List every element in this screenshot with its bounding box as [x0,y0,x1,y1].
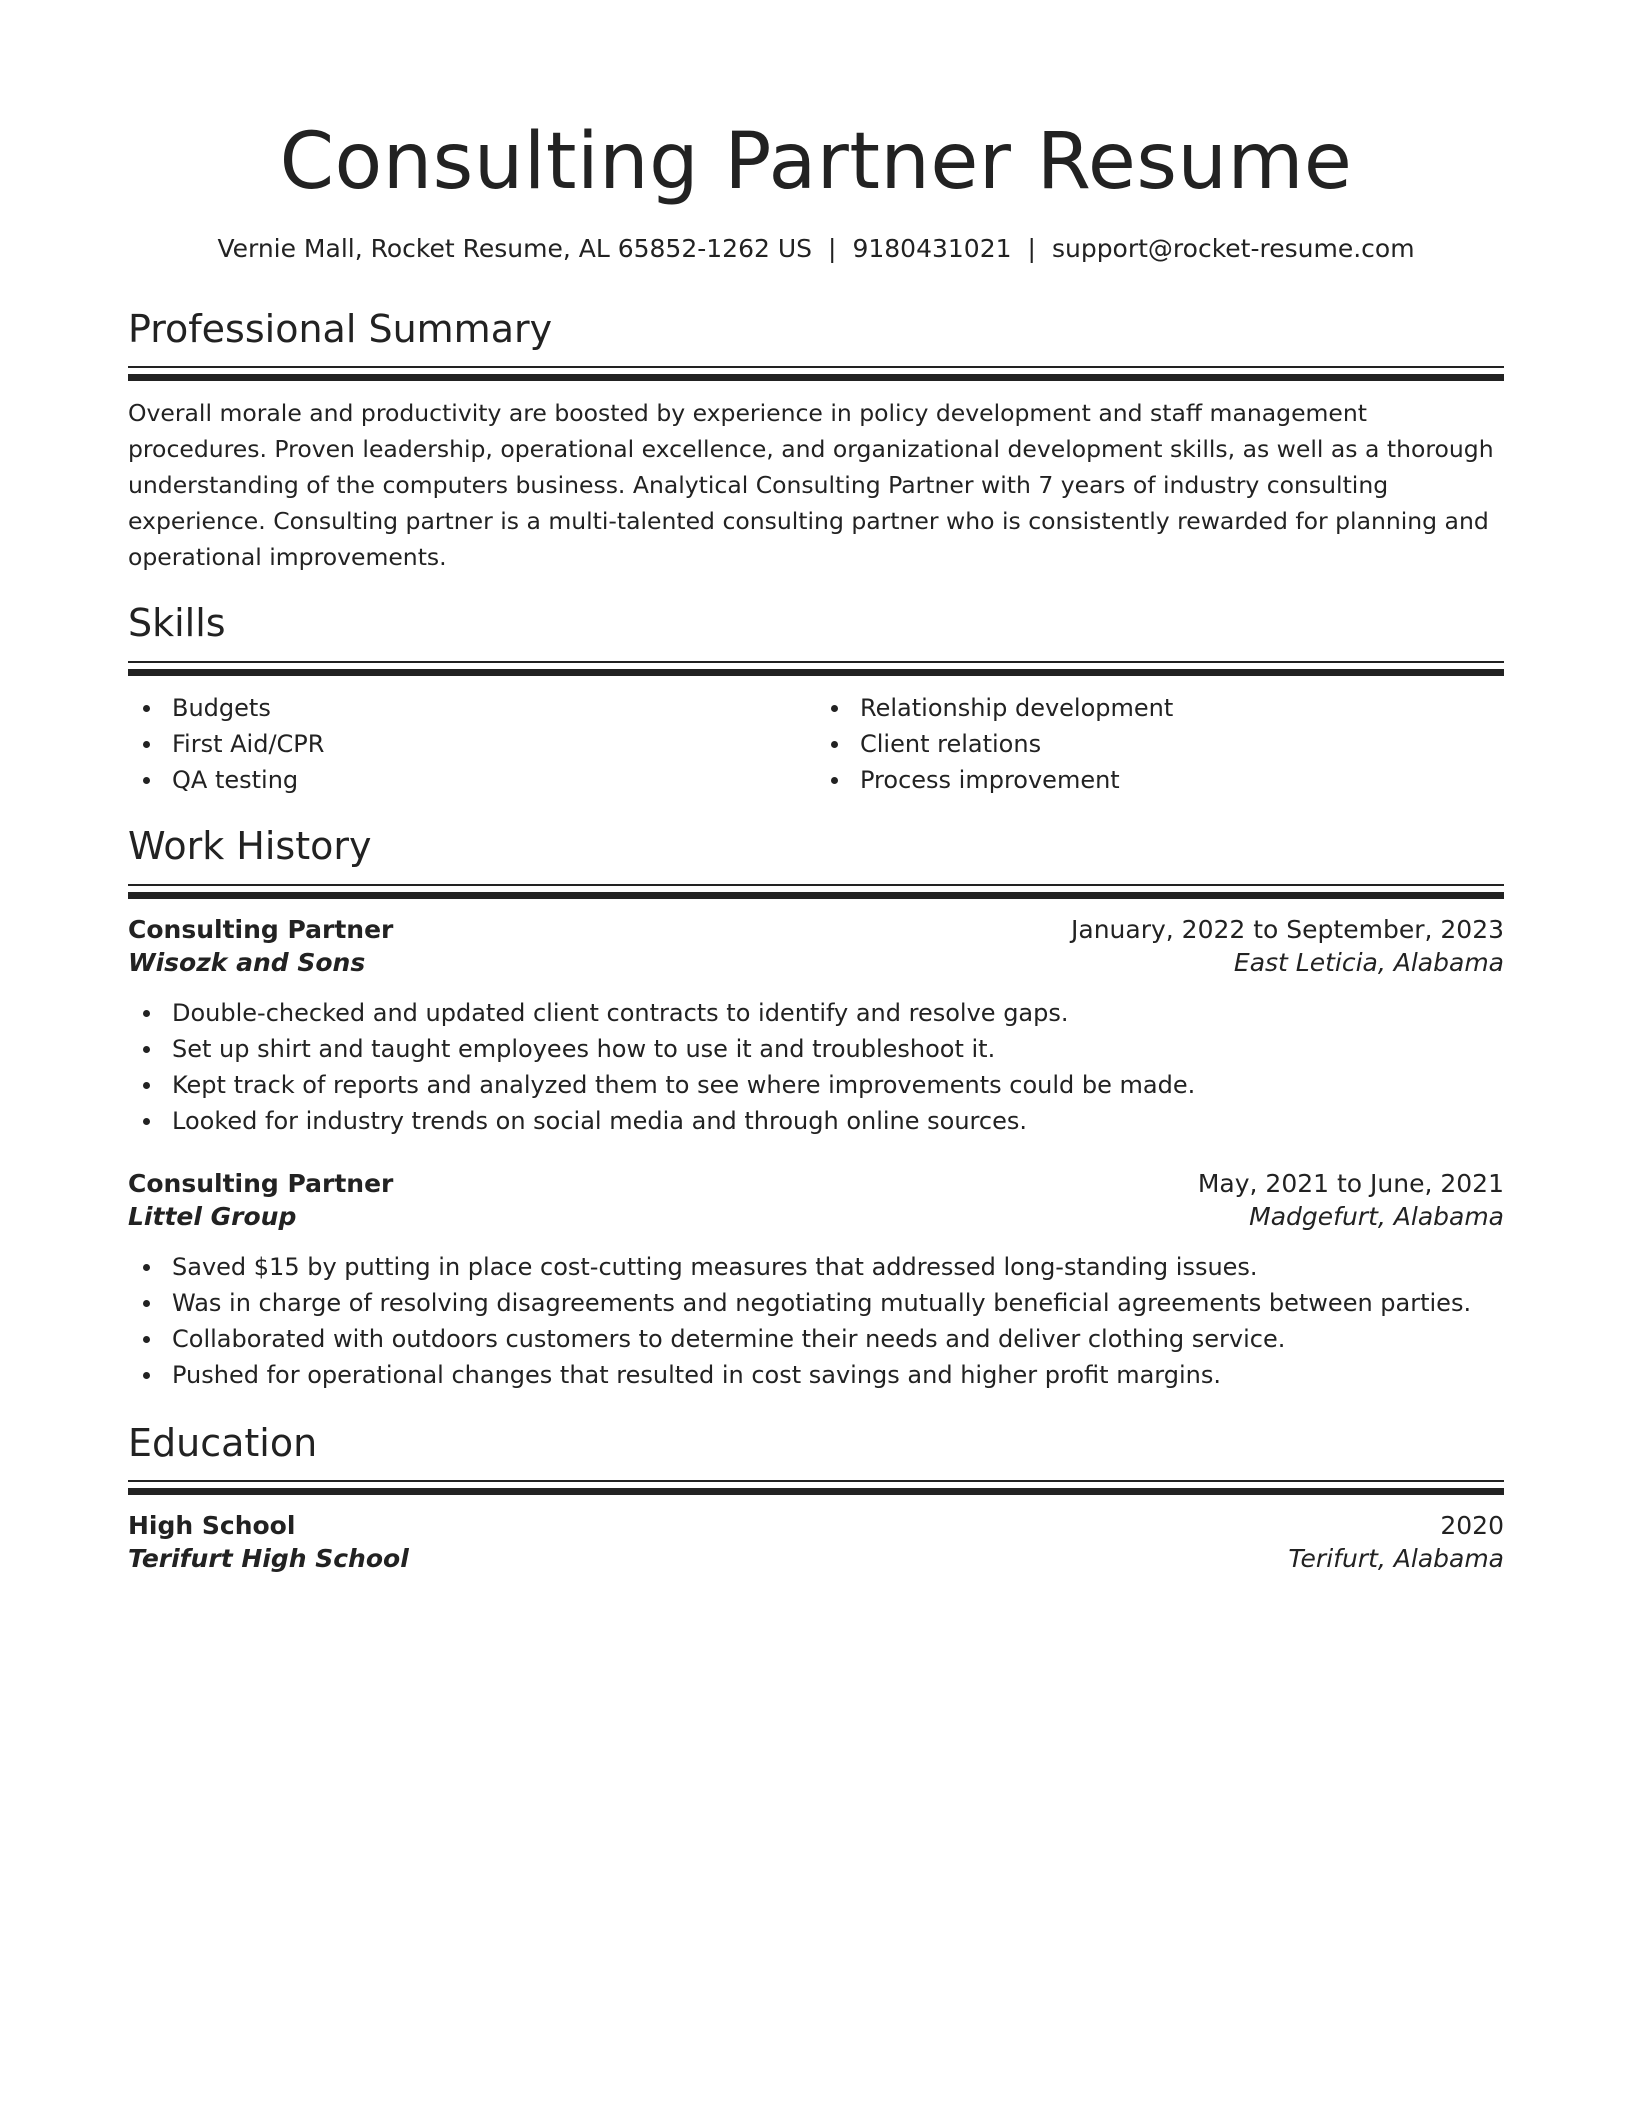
education-school: Terifurt High School [128,1544,409,1574]
contact-line [128,234,1504,263]
job-bullet: Set up shirt and taught employees how to use it and troubleshoot it. [128,1031,1504,1067]
section-heading-summary: Professional Summary [128,306,553,351]
job-location: East Leticia, Alabama [1233,947,1504,977]
job-title: Consulting Partner [128,914,394,944]
section-divider [128,366,1504,381]
job-bullet: Was in charge of resolving disagreements and negotiating mutually beneficial agreements between parties. [128,1285,1504,1321]
job-bullet: Kept track of reports and analyzed them to see where improvements could be made. [128,1067,1504,1103]
resume-page [128,117,1504,1574]
job-company: Wisozk and Sons [128,947,366,977]
job-dates: May, 2021 to June, 2021 [1197,1168,1504,1198]
contact-email: support@rocket-resume.com [1051,233,1415,263]
education-location: Terifurt, Alabama [1288,1544,1504,1574]
skill-item: Process improvement [816,762,1504,798]
contact-phone: 9180431021 [852,233,1012,263]
job-bullet: Pushed for operational changes that resulted in cost savings and higher profit margins. [128,1357,1504,1393]
contact-separator: | [828,233,837,263]
section-divider [128,884,1504,899]
section-heading-skills: Skills [128,601,226,646]
section-divider [128,661,1504,676]
skills-column-right [816,690,1504,798]
job-bullet: Looked for industry trends on social media and through online sources. [128,1103,1504,1139]
summary-text: Overall morale and productivity are boosted by experience in policy development and staff management procedures. Proven leadership, operational excellence, and organizational development skills, as well as a thorough understanding of the computers business. Analytical Consulting Partner with 7 years of industry consulting experience. Consulting partner is a multi-talented consulting partner who is consistently rewarded for planning and operational improvements. [128,399,1494,572]
job-bullet: Saved $15 by putting in place cost-cutting measures that addressed long-standing issues. [128,1249,1504,1285]
section-divider [128,1480,1504,1495]
skill-item: QA testing [128,762,816,798]
skills-column-left [128,690,816,798]
work-section [128,824,1504,1393]
education-entry [128,1511,1504,1573]
job-entry [128,915,1504,1139]
section-heading-education: Education [128,1420,318,1465]
education-degree: High School [128,1511,296,1541]
summary-section [128,307,1504,576]
job-bullets [128,995,1504,1139]
education-section [128,1421,1504,1574]
contact-separator: | [1027,233,1036,263]
job-company: Littel Group [128,1201,297,1231]
skill-item: Client relations [816,726,1504,762]
education-year: 2020 [1440,1511,1504,1541]
job-bullets [128,1249,1504,1393]
resume-title: Consulting Partner Resume [279,117,1353,207]
skill-item: First Aid/CPR [128,726,816,762]
skill-item: Relationship development [816,690,1504,726]
job-title: Consulting Partner [128,1168,394,1198]
job-location: Madgefurt, Alabama [1249,1201,1504,1231]
skills-section [128,601,1504,798]
skill-item: Budgets [128,690,816,726]
section-heading-work: Work History [128,823,372,868]
job-entry [128,1169,1504,1393]
job-dates: January, 2022 to September, 2023 [1071,914,1504,944]
skills-list [128,690,1504,798]
job-bullet: Collaborated with outdoors customers to determine their needs and deliver clothing service. [128,1321,1504,1357]
contact-address: Vernie Mall, Rocket Resume, AL 65852-1262 US [217,233,813,263]
job-bullet: Double-checked and updated client contracts to identify and resolve gaps. [128,995,1504,1031]
